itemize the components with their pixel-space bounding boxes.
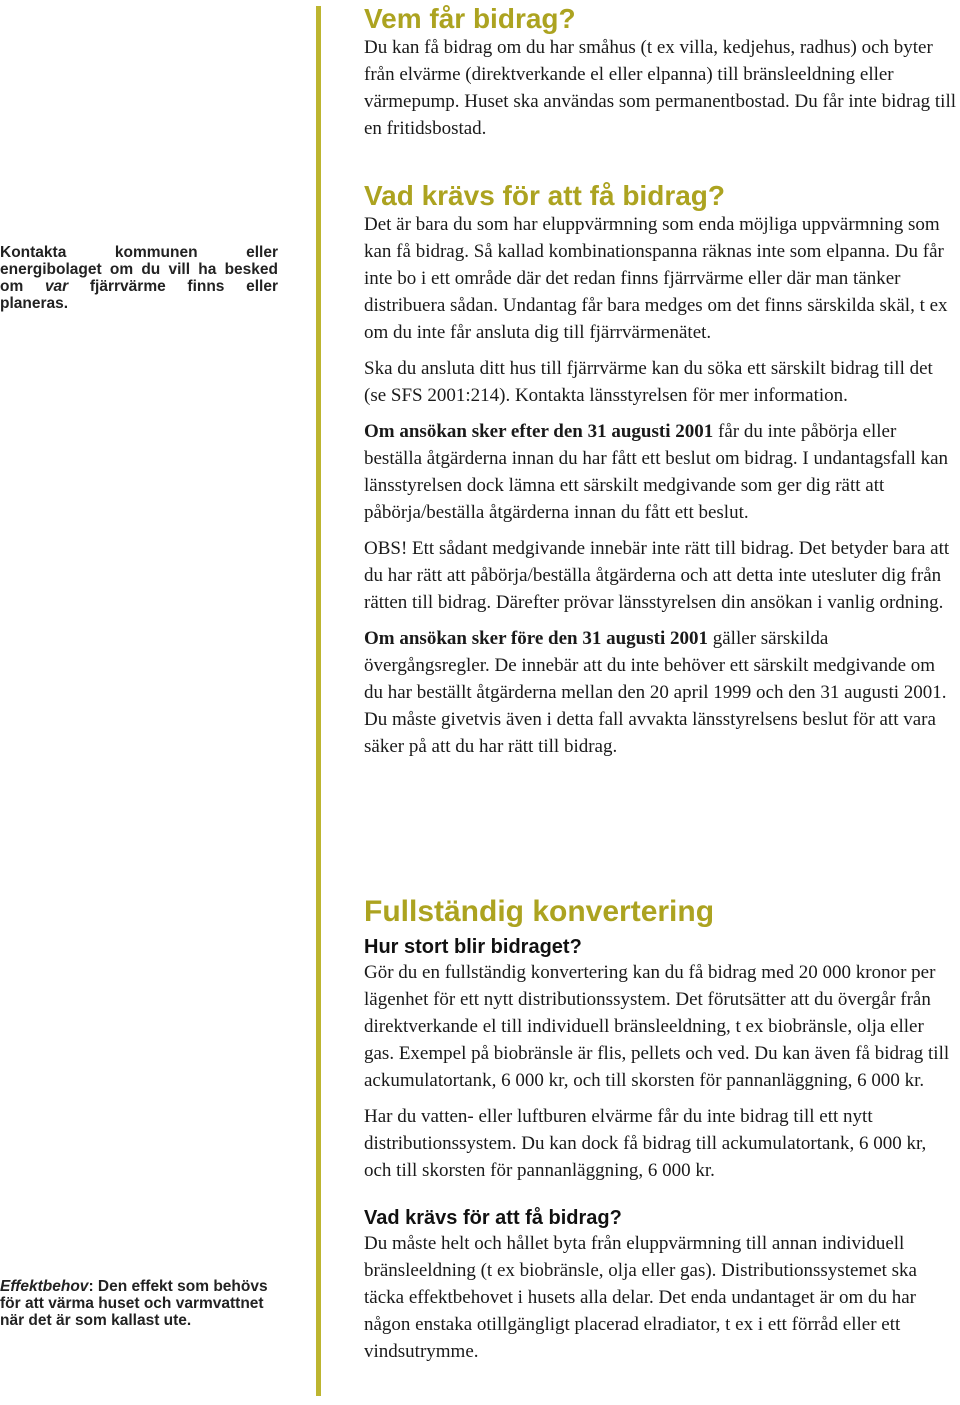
paragraph-full-3: Du måste helt och hållet byta från eluppvärmning till annan individuell bränsleeldning (t ex biobränsle, olja eller gas). Distributionssystemet ska täcka effektbehovet i husets alla delar. Det enda undantaget är om du har någon enstaka otillgängligt placerad elradiator, t ex i ett förråd eller ett vindsutrymme.: [364, 1233, 917, 1362]
heading-who: Vem får bidrag?: [364, 3, 576, 34]
paragraph-req-5: Om ansökan sker före den 31 augusti 2001 gäller särskilda övergångsregler. De innebär att du inte behöver ett särskilt medgivande om du har beställt åtgärderna mellan den 20 april 1999 och den 31 augusti 2001. Du måste givetvis även i detta fall avvakta länsstyrelsens beslut för att vara säker på att du har rätt till bidrag.: [364, 628, 947, 757]
paragraph-req-3: Om ansökan sker efter den 31 augusti 2001 får du inte påbörja eller beställa åtgärderna innan du har fått ett beslut om bidrag. I undantagsfall kan länsstyrelsen dock lämna ett särskilt medgivande som ger dig rätt att påbörja/beställa åtgärderna innan du fått ett beslut.: [364, 421, 949, 523]
paragraph-full-2: Har du vatten- eller luftburen elvärme får du inte bidrag till ett nytt distributionssystem. Du kan dock få bidrag till ackumulatortank, 6 000 kr, och till skorsten för pannanläggning, 6 000 kr.: [364, 1106, 927, 1181]
subheading-amount: Hur stort blir bidraget?: [364, 936, 582, 958]
paragraph-req-4: OBS! Ett sådant medgivande innebär inte rätt till bidrag. Det betyder bara att du har rätt att påbörja/beställa åtgärderna och att detta inte utesluter dig från rätten till bidrag. Därefter prövar länsstyrelsen din ansökan i vanlig ordning.: [364, 538, 950, 613]
paragraph-req-2: Ska du ansluta ditt hus till fjärrvärme kan du söka ett särskilt bidrag till det (se SFS 2001:214). Kontakta länsstyrelsen för mer information.: [364, 358, 933, 406]
term-effektbehov: Effektbehov: [0, 1278, 89, 1295]
paragraph-full-1: Gör du en fullständig konvertering kan du få bidrag med 20 000 kronor per lägenhet för ett nytt distributionssystem. Det förutsätter att du övergår från direktverkande el till individuell bränsleeldning, t ex biobränsle, olja eller gas. Exempel på biobränsle är flis, pellets och ved. Du kan även få bidrag till ackumulatortank, 6 000 kr, och till skorsten för pannanläggning, 6 000 kr.: [364, 962, 950, 1091]
sidenote-district-heating: Kontakta kommunen eller energibolaget om du vill ha besked om var fjärrvärme finns eller planeras.: [0, 244, 278, 312]
vertical-divider: [316, 6, 321, 1396]
section-full-conversion: [364, 897, 958, 1365]
subheading-requirements: Vad krävs för att få bidrag?: [364, 1207, 622, 1229]
section-requirements: [364, 181, 958, 760]
sidenote-emphasis: var: [44, 278, 69, 295]
section-who: [364, 4, 958, 142]
heading-full-conversion: Fullständig konvertering: [364, 895, 715, 928]
sidenote-effektbehov: Effektbehov: Den effekt som behövs för att värma huset och varmvattnet när det är som kallast ute.: [0, 1278, 268, 1329]
paragraph-req-1: Det är bara du som har eluppvärmning som enda möjliga uppvärmning som kan få bidrag. Så kallad kombinationspanna räknas inte som elpanna. Du får inte bo i ett område där det redan finns fjärrvärme eller där man tänker distribuera sådan. Undantag får bara medges om det finns särskilda skäl, t ex om du inte får ansluta dig till fjärrvärmenätet.: [364, 214, 948, 343]
paragraph-who: Du kan få bidrag om du har småhus (t ex villa, kedjehus, radhus) och byter från elvärme (direktverkande el eller elpanna) till bränsleeldning eller värmepump. Huset ska användas som permanentbostad. Du får inte bidrag till en fritidsbostad.: [364, 37, 957, 139]
heading-requirements: Vad krävs för att få bidrag?: [364, 180, 725, 211]
